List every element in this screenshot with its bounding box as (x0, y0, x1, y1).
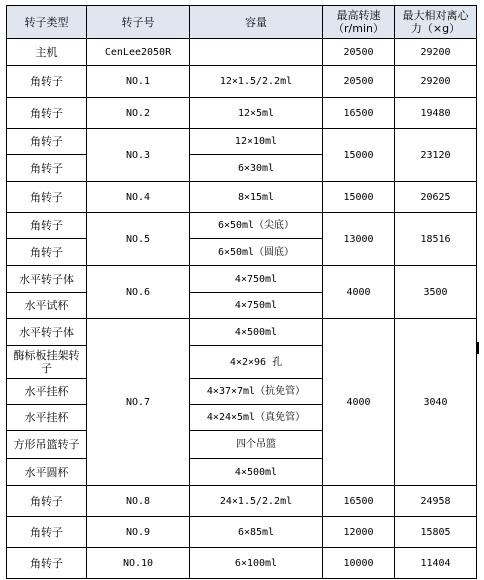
capacity-cell: 12×10ml (190, 129, 323, 155)
rotor-no-cell: NO.4 (87, 182, 190, 213)
capacity-cell: 6×85ml (190, 517, 323, 548)
table-row (7, 319, 477, 346)
rotor-type-cell: 方形吊篮转子 (7, 431, 87, 459)
table-row (7, 517, 477, 548)
capacity-cell: 4×500ml (190, 459, 323, 486)
rotor-no-cell: NO.7 (87, 319, 190, 486)
speed-cell: 16500 (323, 486, 395, 517)
table-row (7, 486, 477, 517)
rotor-type-cell: 水平挂杯 (7, 379, 87, 405)
rotor-type-cell: 角转子 (7, 239, 87, 266)
header-max-speed (323, 6, 395, 39)
speed-cell: 4000 (323, 319, 395, 486)
rotor-no-cell: NO.10 (87, 548, 190, 579)
rcf-cell: 3500 (395, 266, 477, 319)
rotor-type-cell: 水平转子体 (7, 266, 87, 293)
capacity-cell: 8×15ml (190, 182, 323, 213)
rotor-type-cell: 水平试杯 (7, 293, 87, 319)
speed-cell: 15000 (323, 129, 395, 182)
rotor-type-cell: 水平转子体 (7, 319, 87, 346)
rcf-cell: 11404 (395, 548, 477, 579)
rcf-cell: 3040 (395, 319, 477, 486)
header-max-rcf-label: 最大相对离心 (402, 9, 469, 22)
table-row (7, 213, 477, 239)
speed-cell: 12000 (323, 517, 395, 548)
header-max-speed-label: 最高转速 (336, 9, 381, 22)
speed-cell: 13000 (323, 213, 395, 266)
table-row (7, 39, 477, 66)
header-max-rcf-unit: 力（×g） (410, 22, 461, 35)
rcf-cell: 24958 (395, 486, 477, 517)
rcf-cell: 23120 (395, 129, 477, 182)
capacity-cell: 24×1.5/2.2ml (190, 486, 323, 517)
capacity-cell: 12×5ml (190, 98, 323, 129)
table-row (7, 129, 477, 155)
capacity-cell: 4×24×5ml（真免管） (190, 405, 323, 431)
capacity-cell: 4×750ml (190, 266, 323, 293)
edge-marker (476, 342, 479, 354)
table-row (7, 266, 477, 293)
rotor-no-cell: NO.2 (87, 98, 190, 129)
rcf-cell: 18516 (395, 213, 477, 266)
capacity-cell: 6×30ml (190, 155, 323, 182)
header-row (7, 6, 477, 39)
capacity-cell (190, 39, 323, 66)
header-capacity: 容量 (190, 6, 323, 39)
rotor-no-cell: NO.8 (87, 486, 190, 517)
rotor-type-cell: 角转子 (7, 129, 87, 155)
rotor-type-cell: 主机 (7, 39, 87, 66)
capacity-cell: 6×50ml（尖底） (190, 213, 323, 239)
capacity-cell: 4×2×96 孔 (190, 346, 323, 379)
capacity-cell: 12×1.5/2.2ml (190, 66, 323, 98)
rcf-cell: 29200 (395, 39, 477, 66)
rotor-type-cell: 角转子 (7, 548, 87, 579)
table-row (7, 182, 477, 213)
capacity-cell: 四个吊篮 (190, 431, 323, 459)
rotor-type-cell: 角转子 (7, 213, 87, 239)
capacity-cell: 4×750ml (190, 293, 323, 319)
rotor-type-cell: 酶标板挂架转子 (7, 346, 87, 379)
speed-cell: 15000 (323, 182, 395, 213)
rotor-type-cell: 水平圆杯 (7, 459, 87, 486)
speed-cell: 16500 (323, 98, 395, 129)
rotor-type-cell: 角转子 (7, 155, 87, 182)
speed-cell: 20500 (323, 39, 395, 66)
capacity-cell: 6×50ml（圆底） (190, 239, 323, 266)
capacity-cell: 6×100ml (190, 548, 323, 579)
rotor-type-cell: 角转子 (7, 98, 87, 129)
header-max-speed-unit: （r/min） (333, 22, 384, 35)
rcf-cell: 15805 (395, 517, 477, 548)
rcf-cell: 19480 (395, 98, 477, 129)
rotor-type-cell: 角转子 (7, 517, 87, 548)
rcf-cell: 20625 (395, 182, 477, 213)
rcf-cell: 29200 (395, 66, 477, 98)
rotor-type-cell: 角转子 (7, 486, 87, 517)
header-max-rcf (395, 6, 477, 39)
header-rotor-no: 转子号 (87, 6, 190, 39)
speed-cell: 10000 (323, 548, 395, 579)
rotor-no-cell: NO.6 (87, 266, 190, 319)
rotor-no-cell: NO.1 (87, 66, 190, 98)
capacity-cell: 4×37×7ml（抗免管） (190, 379, 323, 405)
rotor-type-cell: 水平挂杯 (7, 405, 87, 431)
speed-cell: 4000 (323, 266, 395, 319)
speed-cell: 20500 (323, 66, 395, 98)
table-row (7, 66, 477, 98)
table-row (7, 548, 477, 579)
rotor-no-cell: NO.3 (87, 129, 190, 182)
rotor-no-cell: NO.5 (87, 213, 190, 266)
table-row (7, 98, 477, 129)
rotor-type-cell: 角转子 (7, 182, 87, 213)
capacity-cell: 4×500ml (190, 319, 323, 346)
rotor-no-cell: CenLee2050R (87, 39, 190, 66)
rotor-type-cell: 角转子 (7, 66, 87, 98)
header-rotor-type: 转子类型 (7, 6, 87, 39)
rotor-no-cell: NO.9 (87, 517, 190, 548)
rotor-spec-table (6, 5, 477, 579)
